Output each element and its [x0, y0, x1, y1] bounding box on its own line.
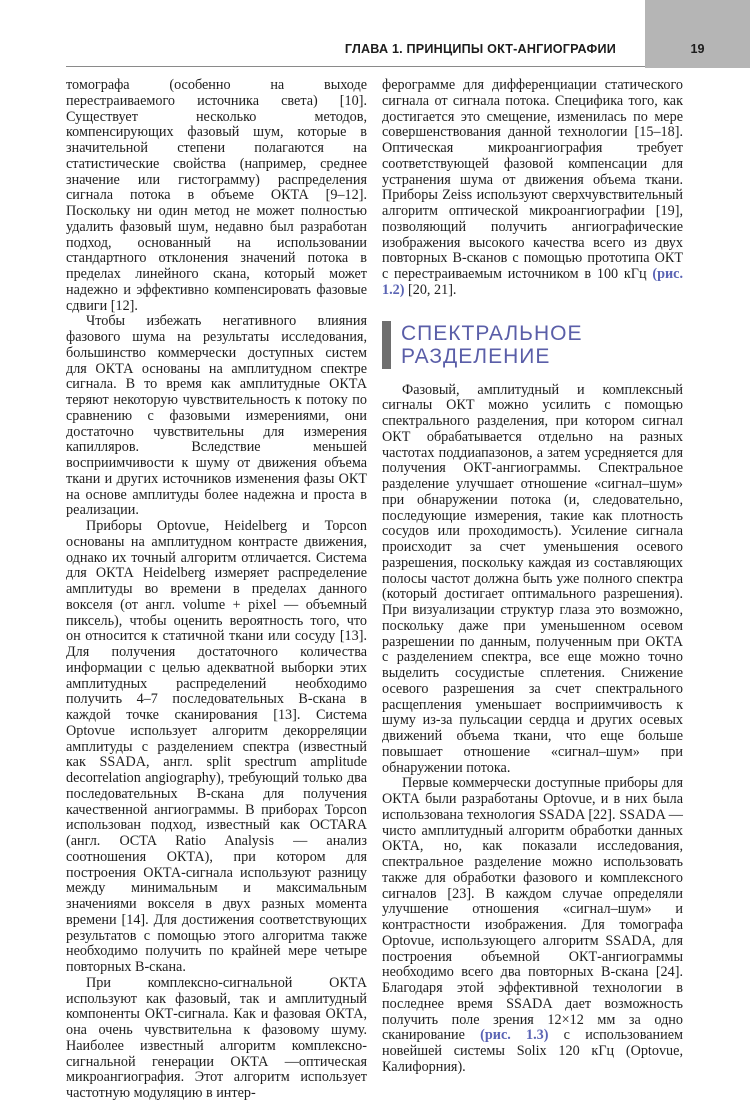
paragraph-text: Первые коммерчески доступные приборы для ОКТА были разработаны Optovue, и в них была использована технология SSADA [22]. SSADA — чисто амплитудный алгоритм обработки данных ОКТА, но, как показали исследования, спектральное разделение можно использовать также для обработки фазового и комплексного сигналов [23]. В каждом случае определяли улучшение отношения «сигнал–шум» и контрастности изображения. Для томографа Optovue, использующего алгоритм SSADA, для построения объемной ОКТ-ангиограммы необходимо всего два повторных B-скана [24]. Благодаря этой эффективной технологии в последнее время SSADA дает возможность получить поле зрения 12×12 мм за одно сканирование [382, 775, 683, 1044]
paragraph-text: [20, 21]. [404, 281, 457, 298]
paragraph: томографа (особенно на выходе перестраиваемого источника света) [10]. Существует несколько методов, компенсирующих фазовый шум, которые в значительной степени полагаются на статистические свойства (например, среднее значение или гистограмму) распределения сигнала потока в объеме ОКТА [9–12]. Поскольку ни один метод не может полностью удалить фазовый шум, недавно был разработан подход, основанный на использовании стандартного отклонения значений потока в пределах линейного скана, который может надежно и эффективно компенсировать фазовые сдвиги [12]. [66, 77, 367, 314]
section-heading-bar [382, 321, 391, 369]
paragraph [382, 78, 683, 299]
paragraph: Приборы Optovue, Heidelberg и Topcon основаны на амплитудном контрасте движения, однако их точный алгоритм отличается. Система для ОКТА Heidelberg измеряет распределение амплитуды во времени в пределах данного вокселя (от англ. volume + pixel — объемный пиксель), чтобы оценить вероятность того, что он относится к статичной ткани или сосуду [13]. Для получения достаточного количества информации с целью адекватной выборки этих амплитудных распределений необходимо получить 4–7 последовательных B-скана в каждой точке сканирования [13]. Система Optovue использует алгоритм декорреляции амплитуды с разделением спектра (известный как SSADA, англ. split spectrum amplitude decorrelation angiography), требующий только два последовательных B-скана для получения качественной ангиограммы. В приборах Topcon использован подход, известный как OCTARA (англ. OCTA Ratio Analysis — анализ соотношения ОКТА), при котором для построения ОКТА-сигнала используют разницу между минимальным и максимальным значениями вокселя в двух разных момента времени [14]. Для достижения соответствующих результатов с помощью этого алгоритма также необходимо получить по крайней мере четыре повторных B-скана. [66, 518, 367, 975]
figure-reference-link[interactable]: (рис. 1.2) [382, 266, 683, 298]
header-rule [66, 66, 645, 67]
paragraph: Чтобы избежать негативного влияния фазового шума на результаты исследования, большинство коммерчески доступных систем для ОКТА основаны на амплитудном спектре сигнала. В то время как амплитудные ОКТА теряют некоторую чувствительность к потоку по сравнению с фазовыми измерениями, они достаточно чувствительны для измерения капилляров. Вследствие меньшей восприимчивости к шуму от движения объема ткани и других источников изменения фазы ОКТ на основе амплитуды более надежна и проста в реализации. [66, 313, 367, 519]
paragraph: Фазовый, амплитудный и комплексный сигналы ОКТ можно усилить с помощью спектрального разделения, при котором сигнал ОКТ обрабатывается отдельно на разных частотах поддиапазонов, а затем усредняется для получения ОКТ-ангиограммы. Спектральное разделение улучшает отношение «сигнал–шум» при обнаружении потока (и, следовательно, последующие измерения, такие как плотность сосудов или проходимость). Усиление сигнала происходит за счет уменьшения осевого разрешения, поскольку каждая из составляющих полосы частот должна быть уже полного спектра (который достигает оптимального разрешения). При визуализации структур глаза это возможно, поскольку даже при уменьшенном осевом разрешении по данным, полученным при ОКТА с разделением спектра, все еще можно точно выделить сосудистые сплетения. Снижение осевого разрешения за счет спектрального расщепления уменьшает восприимчивость к шуму из-за пульсации сердца и других осевых движений объема ткани, что еще больше повышает отношение «сигнал–шум» при обнаружении потока. [382, 381, 683, 776]
page-number-tab [645, 0, 750, 68]
paragraph-text: с использованием новейшей системы Solix 120 кГц (Optovue, Калифорния). [382, 1027, 684, 1075]
paragraph [382, 776, 683, 1075]
section-title: СПЕКТРАЛЬНОЕ РАЗДЕЛЕНИЕ [401, 321, 583, 368]
paragraph-text: ферограмме для дифференциации статического сигнала от сигнала потока. Специфика того, как достигается это смещение, изменилась по мере совершенствования данной технологии [15–18]. Оптическая микроангиография требует соответствующей фазовой компенсации для устранения шума от движения объема ткани. Приборы Zeiss используют сверхчувствительный алгоритм оптической микроангиографии [19], позволяющий получить ангиографические изображения высокого качества всего из двух повторных B-сканов с помощью прототипа ОКТ с перестраиваемым источником в 100 кГц [382, 77, 683, 282]
right-column [382, 78, 683, 1076]
page-number: 19 [690, 42, 705, 56]
paragraph: При комплексно-сигнальной ОКТА используют как фазовый, так и амплитудный компоненты ОКТ-сигнала. Как и фазовая ОКТА, она очень чувствительна к фазовому шуму. Наиболее известный алгоритм комплексно-сигнальной генерации ОКТА —оптическая микроангиография. Этот алгоритм использует частотную модуляцию в интер- [66, 974, 367, 1101]
running-head: ГЛАВА 1. ПРИНЦИПЫ ОКТ-АНГИОГРАФИИ [344, 42, 616, 56]
section-heading [382, 321, 683, 369]
figure-reference-link[interactable]: (рис. 1.3) [480, 1027, 549, 1044]
left-column [66, 78, 367, 1102]
